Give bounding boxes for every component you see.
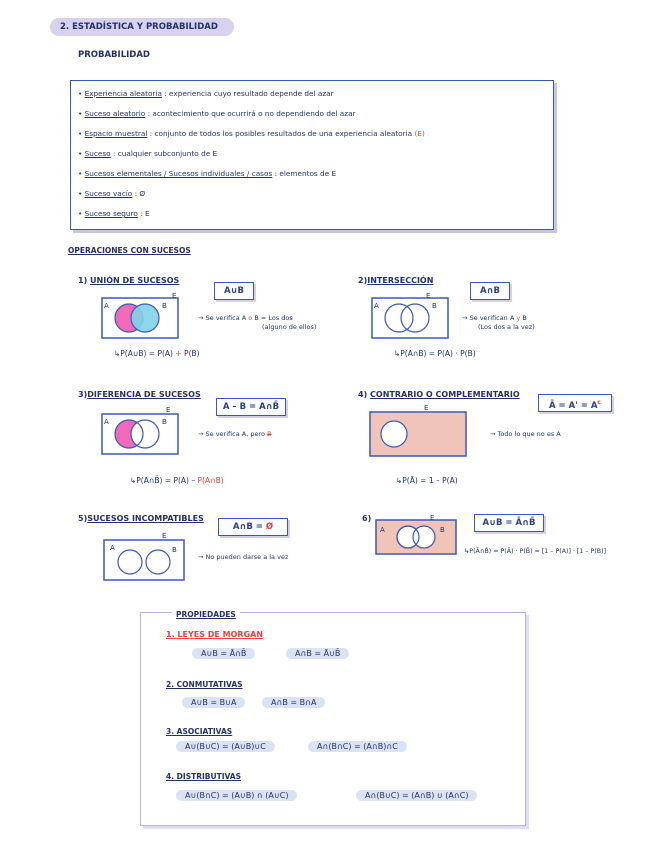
union-probability: ↳P(A∪B) = P(A) + P(B) [114, 349, 200, 358]
asociativas-formula-1: A∪(B∪C) = (A∪B)∪C [176, 741, 275, 752]
venn-label-a: A [374, 302, 379, 310]
difference-heading: 3)DIFERENCIA DE SUCESOS [78, 390, 201, 399]
page-subtitle: PROBABILIDAD [78, 50, 150, 60]
asociativas-formula-2: A∩(B∩C) = (A∩B)∩C [308, 741, 407, 752]
venn-label-a: A [110, 544, 115, 552]
union-venn-diagram [102, 298, 182, 342]
intersection-probability: ↳P(A∩B) = P(A) · P(B) [394, 349, 476, 358]
incompatible-formula-box: A∩B = Ø [218, 518, 288, 536]
difference-note: → Se verifica A, pero B [198, 430, 272, 438]
venn-label-e: E [424, 404, 429, 412]
distributivas-formula-1: A∪(B∩C) = (A∪B) ∩ (A∪C) [176, 790, 297, 801]
intersection-note: → Se verifican A y B [462, 314, 527, 322]
definitions-list [78, 84, 425, 224]
union-heading: 1) UNIÓN DE SUCESOS [78, 276, 180, 285]
incompatible-heading: 5)SUCESOS INCOMPATIBLES [78, 514, 204, 523]
operations-title: OPERACIONES CON SUCESOS [68, 246, 191, 255]
complement-heading: 4) CONTRARIO O COMPLEMENTARIO [358, 390, 520, 399]
morgan-formula-1: A∪B = Ā∩B̄ [192, 648, 255, 659]
six-probability: ↳P(Ā∩B̄) = P(Ā) · P(B̄) = [1 – P(A)] · [1 – P(B)] [464, 548, 607, 555]
complement-note: → Todo lo que no es A [490, 430, 561, 438]
venn-label-b: B [162, 302, 167, 310]
conmutativas-formula-2: A∩B = B∩A [262, 697, 325, 708]
asociativas-title: 3. ASOCIATIVAS [166, 727, 233, 736]
complement-probability: ↳P(Ā) = 1 – P(A) [396, 476, 458, 485]
venn-label-b: B [440, 526, 445, 534]
section-title: 2. ESTADÍSTICA Y PROBABILIDAD [50, 18, 234, 36]
definition-item: • Suceso aleatorio : acontecimiento que ocurrirá o no dependiendo del azar [78, 109, 356, 118]
union-note: → Se verifica A o B = Los dos [198, 314, 293, 322]
venn-label-a: A [104, 302, 109, 310]
definition-item: • Suceso : cualquier subconjunto de E [78, 149, 218, 158]
union-formula-box: A∪B [214, 282, 254, 300]
intersection-note-2: (Los dos a la vez) [478, 323, 535, 331]
intersection-venn-diagram [372, 298, 452, 342]
definition-item: • Espacio muestral : conjunto de todos los posibles resultados de una experiencia aleatoria (E) [78, 129, 425, 138]
venn-label-b: B [172, 546, 177, 554]
difference-venn-diagram [102, 414, 182, 458]
union-note-2: (alguno de ellos) [262, 323, 317, 331]
venn-label-a: A [104, 418, 109, 426]
intersection-heading: 2)INTERSECCIÓN [358, 276, 434, 285]
incompatible-note: → No pueden darse a la vez [198, 553, 289, 561]
complement-venn-diagram [370, 412, 470, 460]
morgan-formula-2: A∩B = Ā∪B̄ [286, 648, 349, 659]
venn-label-b: B [162, 418, 167, 426]
distributivas-formula-2: A∩(B∪C) = (A∩B) ∪ (A∩C) [356, 790, 477, 801]
venn-label-b: B [432, 302, 437, 310]
six-venn-diagram [376, 520, 460, 560]
distributivas-title: 4. DISTRIBUTIVAS [166, 772, 241, 781]
conmutativas-title: 2. CONMUTATIVAS [166, 680, 243, 689]
venn-label-e: E [430, 514, 435, 522]
definition-item: • Experiencia aleatoria : experiencia cuyo resultado depende del azar [78, 89, 334, 98]
difference-formula-box: A – B = A∩B̄ [216, 398, 286, 416]
venn-label-e: E [426, 292, 431, 300]
morgan-title: 1. LEYES DE MORGAN [166, 630, 264, 639]
properties-title: PROPIEDADES [172, 610, 240, 619]
complement-formula-box: Ā = $A' = A^c$ [538, 394, 612, 412]
six-formula-box: A∪B = Ā∩B̄ [474, 514, 544, 532]
difference-probability: ↳P(A∩B̄) = P(A) – P(A∩B) [130, 476, 224, 485]
venn-label-a: A [380, 526, 385, 534]
venn-label-e: E [172, 292, 177, 300]
intersection-formula-box: A∩B [470, 282, 510, 300]
conmutativas-formula-1: A∪B = B∪A [182, 697, 245, 708]
definition-item: • Sucesos elementales / Sucesos individuales / casos : elementos de E [78, 169, 337, 178]
definition-item: • Suceso seguro : E [78, 209, 150, 218]
venn-label-e: E [166, 406, 171, 414]
definition-item: • Suceso vacío : Ø [78, 189, 146, 198]
venn-label-e: E [162, 532, 167, 540]
six-heading: 6) [362, 514, 372, 523]
